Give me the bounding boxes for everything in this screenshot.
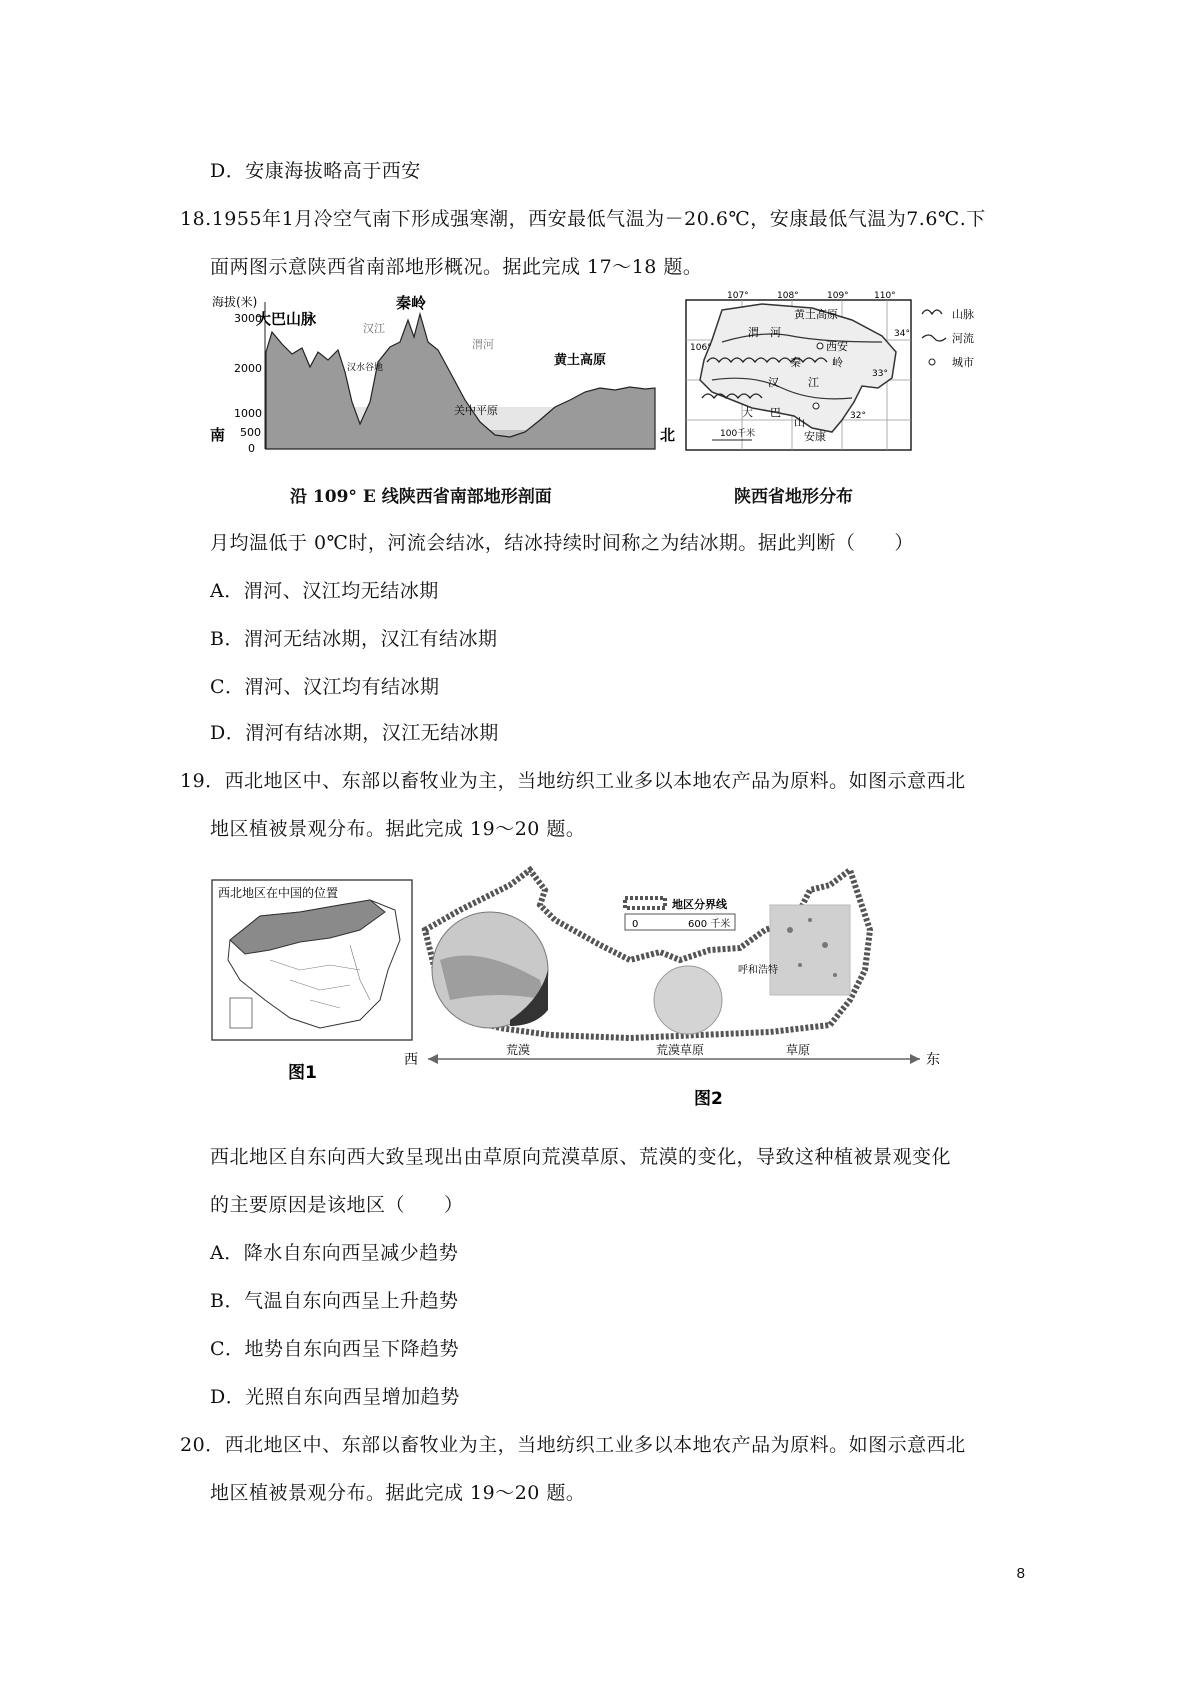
svg-text:巴: 巴 xyxy=(770,406,781,419)
svg-text:34°: 34° xyxy=(894,329,910,339)
svg-text:地区分界线: 地区分界线 xyxy=(672,898,727,911)
q20-stem-line2: 地区植被景观分布。据此完成 19～20 题。 xyxy=(210,1482,586,1504)
fig2-label: 图2 xyxy=(694,1089,723,1109)
legend-mountain-icon xyxy=(922,310,942,314)
q17-option-d: D．安康海拔略高于西安 xyxy=(210,160,421,182)
label-east: 东 xyxy=(926,1052,940,1068)
svg-text:0: 0 xyxy=(248,442,255,455)
terrain-profile-curve xyxy=(266,314,655,449)
svg-text:109°: 109° xyxy=(827,291,849,301)
q19-option-b: B．气温自东向西呈上升趋势 xyxy=(210,1290,459,1312)
svg-text:江: 江 xyxy=(808,376,819,389)
svg-text:3000: 3000 xyxy=(234,312,262,325)
label-daba: 大巴山脉 xyxy=(256,310,317,328)
svg-text:山脉: 山脉 xyxy=(952,308,974,321)
svg-text:秦: 秦 xyxy=(790,356,801,369)
shaanxi-map-caption: 陕西省地形分布 xyxy=(734,487,853,507)
legend-river-icon xyxy=(922,335,946,341)
label-qinling: 秦岭 xyxy=(396,294,427,312)
svg-text:1000: 1000 xyxy=(234,407,262,420)
svg-text:黄土高原: 黄土高原 xyxy=(554,353,607,368)
svg-text:城市: 城市 xyxy=(952,356,974,369)
xian-city-icon xyxy=(817,343,823,349)
q20-stem-line1: 20．西北地区中、东部以畜牧业为主，当地纺织工业多以本地农产品为原料。如图示意西北 xyxy=(180,1434,966,1456)
svg-text:汉水谷地: 汉水谷地 xyxy=(347,363,384,373)
hohhot-label: 呼和浩特 xyxy=(738,965,778,976)
q19-option-c: C．地势自东向西呈下降趋势 xyxy=(210,1338,460,1360)
label-west: 西 xyxy=(404,1052,418,1068)
inset-title: 西北地区在中国的位置 xyxy=(218,886,339,900)
q19-stem-line2: 地区植被景观分布。据此完成 19～20 题。 xyxy=(210,818,586,840)
svg-text:渭: 渭 xyxy=(748,326,759,339)
q18-option-c: C．渭河、汉江均有结冰期 xyxy=(210,676,440,698)
zone-steppe: 草原 xyxy=(786,1043,811,1057)
svg-text:32°: 32° xyxy=(850,411,866,421)
svg-text:500: 500 xyxy=(240,426,261,439)
legend-city-icon xyxy=(929,359,935,365)
svg-text:黄土高原: 黄土高原 xyxy=(794,308,838,321)
label-hanshui-basin xyxy=(347,361,383,373)
svg-text:33°: 33° xyxy=(872,369,888,379)
q19-option-d: D．光照自东向西呈增加趋势 xyxy=(210,1386,460,1408)
desert-steppe-photo xyxy=(654,966,722,1034)
svg-text:108°: 108° xyxy=(777,291,799,301)
svg-text:河流: 河流 xyxy=(952,332,974,345)
svg-text:河: 河 xyxy=(770,326,781,339)
q18-question: 月均温低于 0℃时，河流会结冰，结冰持续时间称之为结冰期。据此判断（ ） xyxy=(210,532,914,554)
svg-text:0: 0 xyxy=(632,919,639,930)
svg-text:2000: 2000 xyxy=(234,362,262,375)
ankang-city-icon xyxy=(813,403,819,409)
q19-question-line1: 西北地区自东向西大致呈现出由草原向荒漠草原、荒漠的变化，导致这种植被景观变化 xyxy=(210,1146,952,1168)
terrain-profile-caption: 沿 109° E 线陕西省南部地形剖面 xyxy=(290,487,552,507)
profile-y-title: 海拔(米) xyxy=(212,295,258,309)
zone-desert: 荒漠 xyxy=(506,1043,531,1057)
fig1-label: 图1 xyxy=(288,1063,317,1083)
northwest-figure xyxy=(210,850,950,1120)
svg-text:汉江: 汉江 xyxy=(363,322,385,335)
q18-stem-line2: 面两图示意陕西省南部地形概况。据此完成 17～18 题。 xyxy=(210,256,703,278)
svg-text:安康: 安康 xyxy=(804,430,826,443)
svg-text:汉: 汉 xyxy=(768,376,779,389)
q19-stem-line1: 19．西北地区中、东部以畜牧业为主，当地纺织工业多以本地农产品为原料。如图示意西北 xyxy=(180,770,966,792)
svg-text:107°: 107° xyxy=(727,291,749,301)
svg-text:关中平原: 关中平原 xyxy=(454,404,498,417)
terrain-profile-figure xyxy=(210,292,676,462)
svg-text:100千米: 100千米 xyxy=(720,429,756,439)
svg-text:110°: 110° xyxy=(874,291,896,301)
svg-text:渭河: 渭河 xyxy=(472,338,494,351)
q19-question-line2: 的主要原因是该地区（ ） xyxy=(210,1194,464,1216)
q18-stem-line1: 18.1955年1月冷空气南下形成强寒潮，西安最低气温为－20.6℃，安康最低气温为7.6℃.下 xyxy=(180,208,986,230)
zone-desert-steppe: 荒漠草原 xyxy=(656,1043,705,1057)
svg-text:山: 山 xyxy=(794,416,805,429)
label-south: 南 xyxy=(210,426,226,444)
svg-text:600 千米: 600 千米 xyxy=(688,919,731,930)
svg-text:岭: 岭 xyxy=(832,356,843,369)
q18-option-b: B．渭河无结冰期，汉江有结冰期 xyxy=(210,628,498,650)
q18-option-d: D．渭河有结冰期，汉江无结冰期 xyxy=(210,722,499,744)
q18-option-a: A．渭河、汉江均无结冰期 xyxy=(210,580,439,602)
page-number: 8 xyxy=(1016,1565,1025,1582)
label-north: 北 xyxy=(660,426,676,444)
legend-boundary-icon xyxy=(625,898,665,908)
svg-text:大: 大 xyxy=(742,406,753,419)
shaanxi-map-figure xyxy=(682,290,1022,458)
svg-text:西安: 西安 xyxy=(826,340,848,353)
q19-option-a: A．降水自东向西呈减少趋势 xyxy=(210,1242,459,1264)
svg-text:106°: 106° xyxy=(690,343,712,353)
